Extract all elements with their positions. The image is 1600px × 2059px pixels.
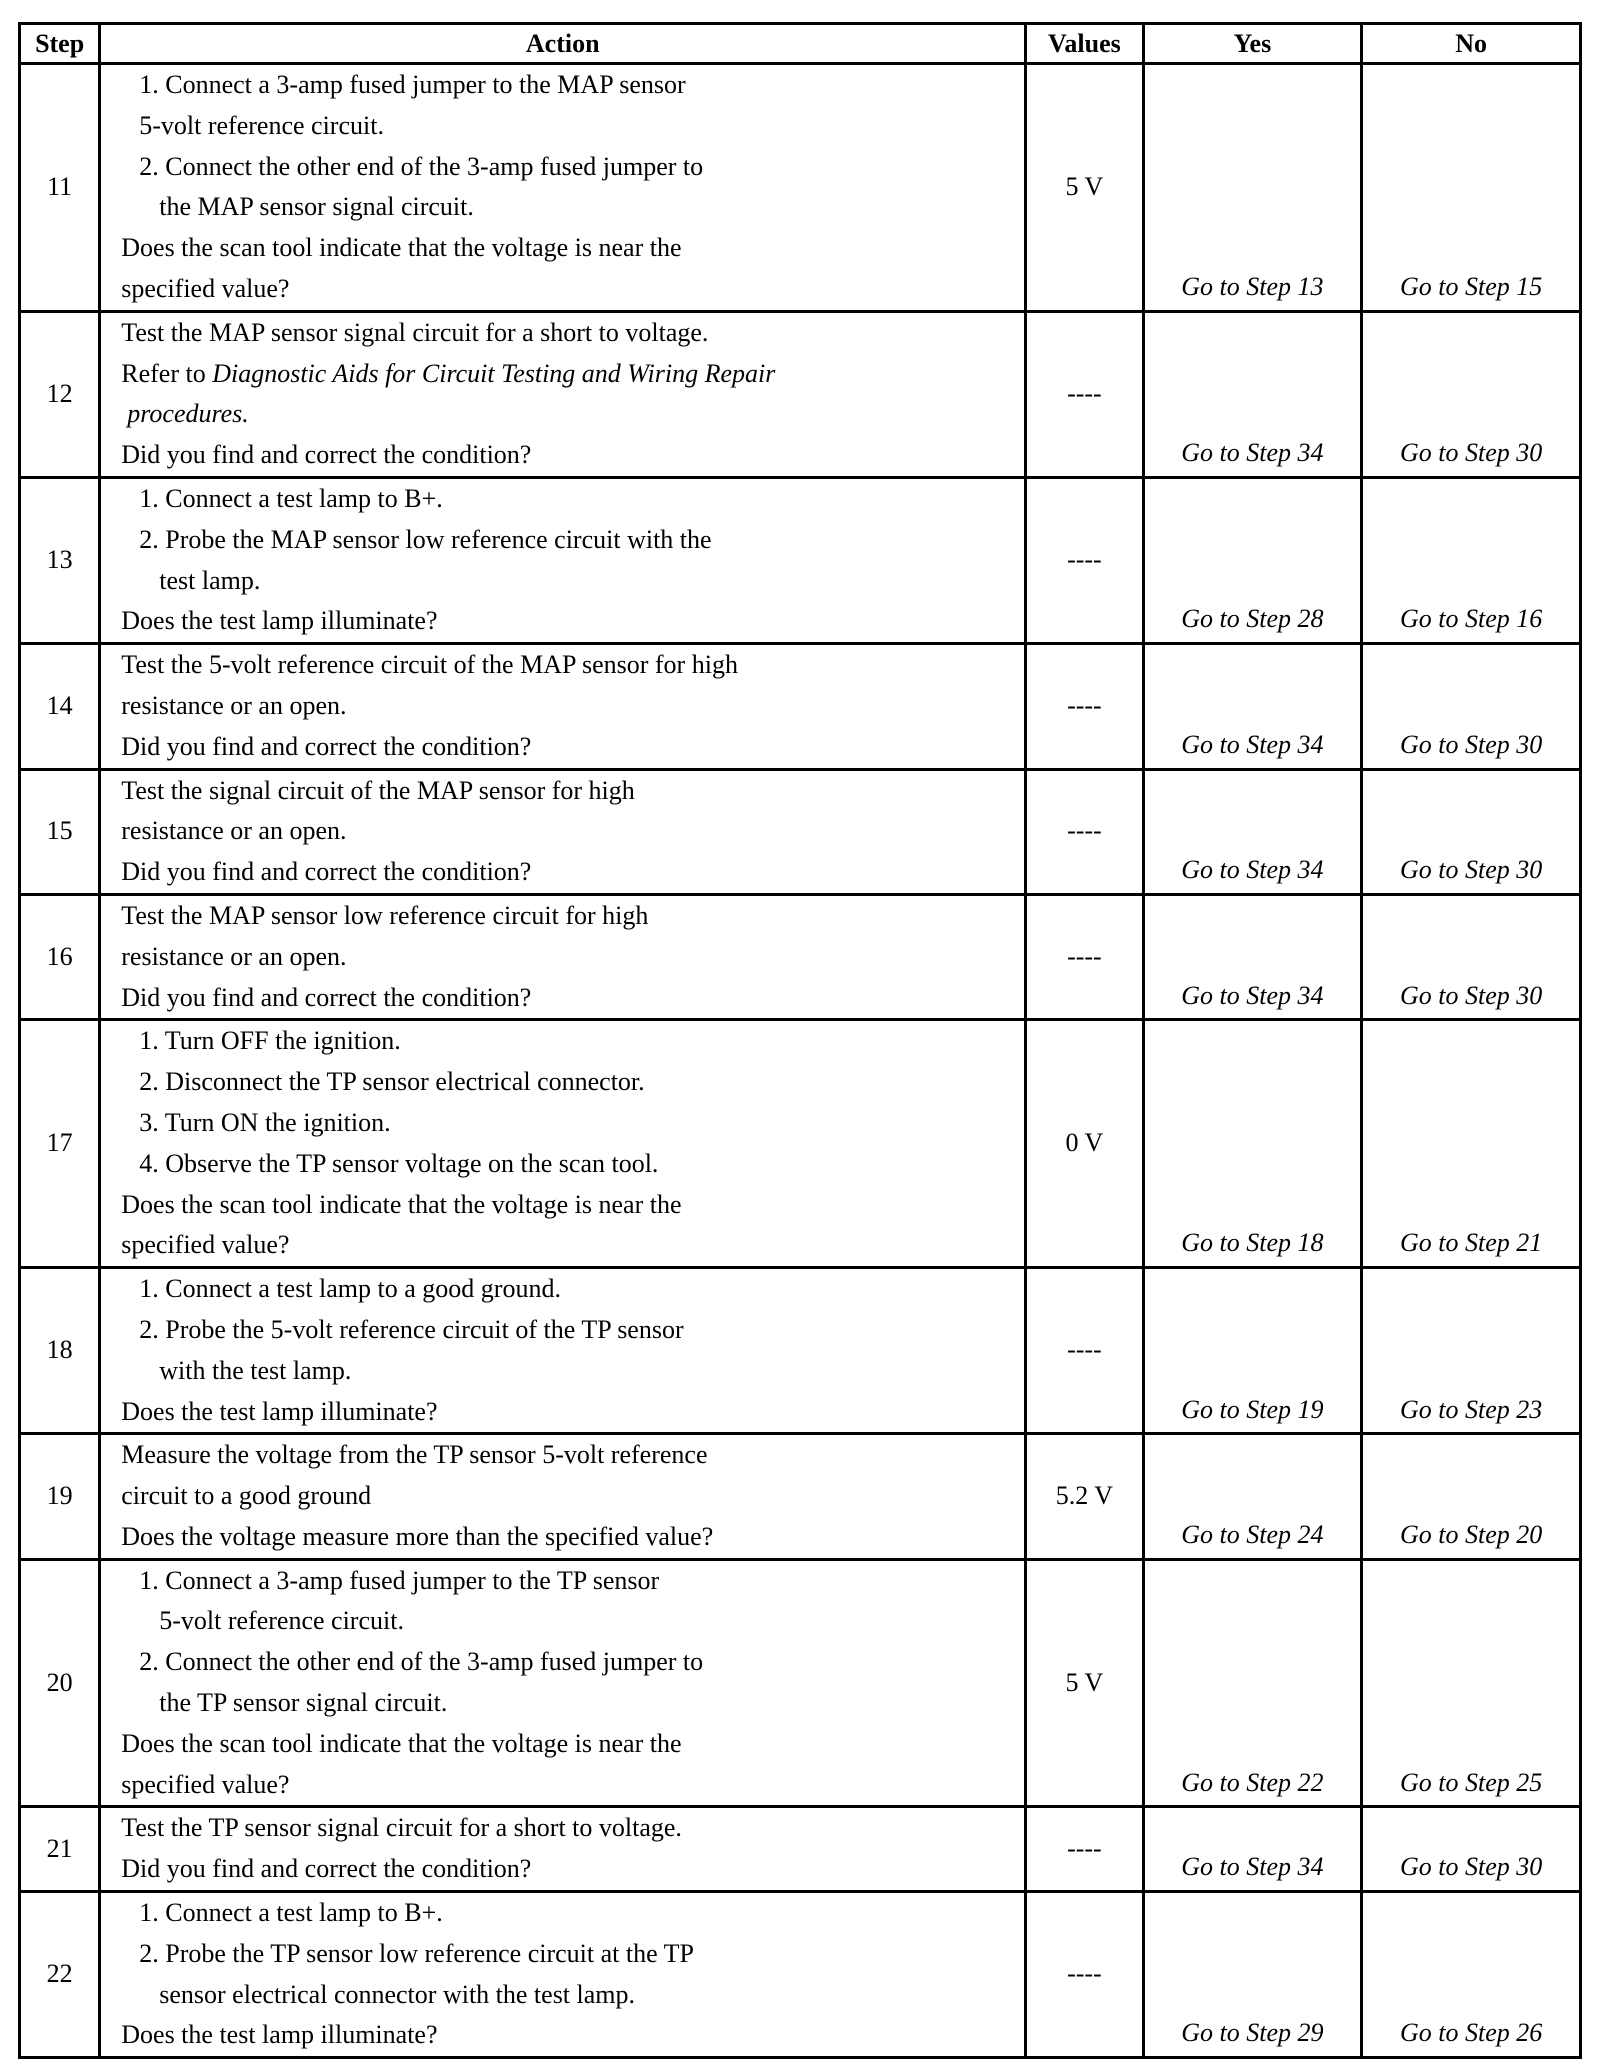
action-line: Measure the voltage from the TP sensor 5-volt reference — [121, 1440, 708, 1470]
header-values: Values — [1026, 24, 1143, 64]
action-question: specified value? — [121, 1769, 290, 1799]
table-row — [20, 894, 1581, 1019]
action-line: with the test lamp. — [159, 1355, 352, 1385]
no-link[interactable]: Go to Step 30 — [1362, 311, 1581, 477]
action-question: Did you find and correct the condition? — [121, 1854, 532, 1884]
value-cell: ---- — [1026, 1807, 1143, 1892]
action-line: 2. Probe the MAP sensor low reference circuit with the — [139, 524, 712, 554]
value-cell: ---- — [1026, 1892, 1143, 2058]
action-line — [121, 354, 1016, 395]
action-question: specified value? — [121, 1230, 290, 1260]
action-line: 1. Connect a test lamp to B+. — [139, 483, 443, 513]
action-line: 1. Connect a test lamp to a good ground. — [139, 1274, 561, 1304]
step-number: 22 — [20, 1892, 100, 2058]
value-cell: 5 V — [1026, 64, 1143, 312]
value-cell: ---- — [1026, 311, 1143, 477]
table-row — [20, 64, 1581, 312]
value-cell: ---- — [1026, 644, 1143, 769]
action-line: 2. Connect the other end of the 3-amp fused jumper to — [139, 151, 704, 181]
action-cell — [100, 894, 1026, 1019]
no-link[interactable]: Go to Step 25 — [1362, 1559, 1581, 1807]
table-row — [20, 1559, 1581, 1807]
action-question: Does the scan tool indicate that the voltage is near the — [121, 233, 682, 263]
table-row — [20, 1020, 1581, 1268]
no-link[interactable]: Go to Step 20 — [1362, 1434, 1581, 1559]
header-step: Step — [20, 24, 100, 64]
action-question: Does the scan tool indicate that the voltage is near the — [121, 1189, 682, 1219]
yes-link[interactable]: Go to Step 13 — [1143, 64, 1362, 312]
table-row — [20, 1268, 1581, 1434]
action-cell — [100, 477, 1026, 643]
action-cell — [100, 769, 1026, 894]
action-question: Does the scan tool indicate that the voltage is near the — [121, 1728, 682, 1758]
action-line: 1. Connect a 3-amp fused jumper to the TP sensor — [139, 1565, 660, 1595]
action-cell — [100, 1434, 1026, 1559]
action-cell — [100, 1268, 1026, 1434]
no-link[interactable]: Go to Step 23 — [1362, 1268, 1581, 1434]
action-line: Test the MAP sensor low reference circuit for high — [121, 900, 649, 930]
action-line: resistance or an open. — [121, 690, 347, 720]
action-question: Does the test lamp illuminate? — [121, 1396, 438, 1426]
action-line: circuit to a good ground — [121, 1481, 372, 1511]
no-link[interactable]: Go to Step 15 — [1362, 64, 1581, 312]
step-number: 19 — [20, 1434, 100, 1559]
action-cell — [100, 1559, 1026, 1807]
yes-link[interactable]: Go to Step 22 — [1143, 1559, 1362, 1807]
table-row — [20, 311, 1581, 477]
action-line: Test the TP sensor signal circuit for a short to voltage. — [121, 1813, 682, 1843]
action-line: 2. Probe the 5-volt reference circuit of the TP sensor — [139, 1314, 684, 1344]
step-number: 13 — [20, 477, 100, 643]
step-number: 20 — [20, 1559, 100, 1807]
action-line: Test the signal circuit of the MAP sensor for high — [121, 775, 635, 805]
no-link[interactable]: Go to Step 30 — [1362, 644, 1581, 769]
value-cell: 5.2 V — [1026, 1434, 1143, 1559]
step-number: 14 — [20, 644, 100, 769]
no-link[interactable]: Go to Step 26 — [1362, 1892, 1581, 2058]
table-row — [20, 1892, 1581, 2058]
action-line: Test the 5-volt reference circuit of the MAP sensor for high — [121, 650, 738, 680]
action-question: Does the test lamp illuminate? — [121, 606, 438, 636]
no-link[interactable]: Go to Step 30 — [1362, 769, 1581, 894]
yes-link[interactable]: Go to Step 29 — [1143, 1892, 1362, 2058]
no-link[interactable]: Go to Step 30 — [1362, 894, 1581, 1019]
action-cell — [100, 1020, 1026, 1268]
yes-link[interactable]: Go to Step 28 — [1143, 477, 1362, 643]
header-no: No — [1362, 24, 1581, 64]
action-line: 5-volt reference circuit. — [139, 110, 384, 140]
action-line: resistance or an open. — [121, 941, 347, 971]
value-cell: 0 V — [1026, 1020, 1143, 1268]
action-question: Did you find and correct the condition? — [121, 857, 532, 887]
action-question: Did you find and correct the condition? — [121, 440, 532, 470]
action-question: Does the test lamp illuminate? — [121, 2020, 438, 2050]
action-cell — [100, 1807, 1026, 1892]
action-line: 2. Connect the other end of the 3-amp fused jumper to — [139, 1647, 704, 1677]
table-row — [20, 1434, 1581, 1559]
step-number: 11 — [20, 64, 100, 312]
action-line: Test the MAP sensor signal circuit for a short to voltage. — [121, 317, 709, 347]
action-line: 1. Connect a 3-amp fused jumper to the MAP sensor — [139, 70, 686, 99]
action-line: 1. Turn OFF the ignition. — [139, 1026, 401, 1056]
action-question: specified value? — [121, 273, 290, 303]
action-line: 2. Disconnect the TP sensor electrical connector. — [139, 1067, 645, 1097]
step-number: 18 — [20, 1268, 100, 1434]
diagnostic-table — [18, 22, 1582, 2059]
no-link[interactable]: Go to Step 30 — [1362, 1807, 1581, 1892]
no-link[interactable]: Go to Step 16 — [1362, 477, 1581, 643]
refer-to-text: Refer to — [121, 358, 213, 388]
action-line: sensor electrical connector with the test lamp. — [159, 1979, 636, 2009]
step-number: 16 — [20, 894, 100, 1019]
step-number: 17 — [20, 1020, 100, 1268]
value-cell: ---- — [1026, 894, 1143, 1019]
table-row — [20, 769, 1581, 894]
step-number: 15 — [20, 769, 100, 894]
action-question: Does the voltage measure more than the specified value? — [121, 1521, 714, 1551]
action-line: 1. Connect a test lamp to B+. — [139, 1898, 443, 1928]
action-line: 3. Turn ON the ignition. — [139, 1107, 391, 1137]
action-line: 2. Probe the TP sensor low reference circuit at the TP — [139, 1938, 694, 1968]
yes-link[interactable]: Go to Step 34 — [1143, 1807, 1362, 1892]
action-cell — [100, 311, 1026, 477]
action-line: 5-volt reference circuit. — [159, 1606, 404, 1636]
action-line: 4. Observe the TP sensor voltage on the scan tool. — [139, 1148, 659, 1178]
yes-link[interactable]: Go to Step 34 — [1143, 894, 1362, 1019]
header-row — [20, 24, 1581, 64]
action-cell — [100, 644, 1026, 769]
value-cell: ---- — [1026, 477, 1143, 643]
yes-link[interactable]: Go to Step 19 — [1143, 1268, 1362, 1434]
yes-link[interactable]: Go to Step 24 — [1143, 1434, 1362, 1559]
table-row — [20, 644, 1581, 769]
step-number: 12 — [20, 311, 100, 477]
value-cell: 5 V — [1026, 1559, 1143, 1807]
reference-title-cont: procedures. — [127, 399, 249, 429]
action-cell — [100, 64, 1026, 312]
no-link[interactable]: Go to Step 21 — [1362, 1020, 1581, 1268]
yes-link[interactable]: Go to Step 34 — [1143, 311, 1362, 477]
action-line: test lamp. — [159, 565, 261, 595]
reference-title: Diagnostic Aids for Circuit Testing and Wiring Repair — [212, 358, 776, 388]
action-line: resistance or an open. — [121, 816, 347, 846]
table-row — [20, 477, 1581, 643]
action-line: the TP sensor signal circuit. — [159, 1688, 448, 1718]
value-cell: ---- — [1026, 769, 1143, 894]
header-yes: Yes — [1143, 24, 1362, 64]
value-cell: ---- — [1026, 1268, 1143, 1434]
step-number: 21 — [20, 1807, 100, 1892]
yes-link[interactable]: Go to Step 18 — [1143, 1020, 1362, 1268]
action-line: the MAP sensor signal circuit. — [159, 192, 474, 222]
action-cell — [100, 1892, 1026, 2058]
action-question: Did you find and correct the condition? — [121, 731, 532, 761]
action-question: Did you find and correct the condition? — [121, 982, 532, 1012]
yes-link[interactable]: Go to Step 34 — [1143, 644, 1362, 769]
header-action: Action — [100, 24, 1026, 64]
table-row — [20, 1807, 1581, 1892]
yes-link[interactable]: Go to Step 34 — [1143, 769, 1362, 894]
